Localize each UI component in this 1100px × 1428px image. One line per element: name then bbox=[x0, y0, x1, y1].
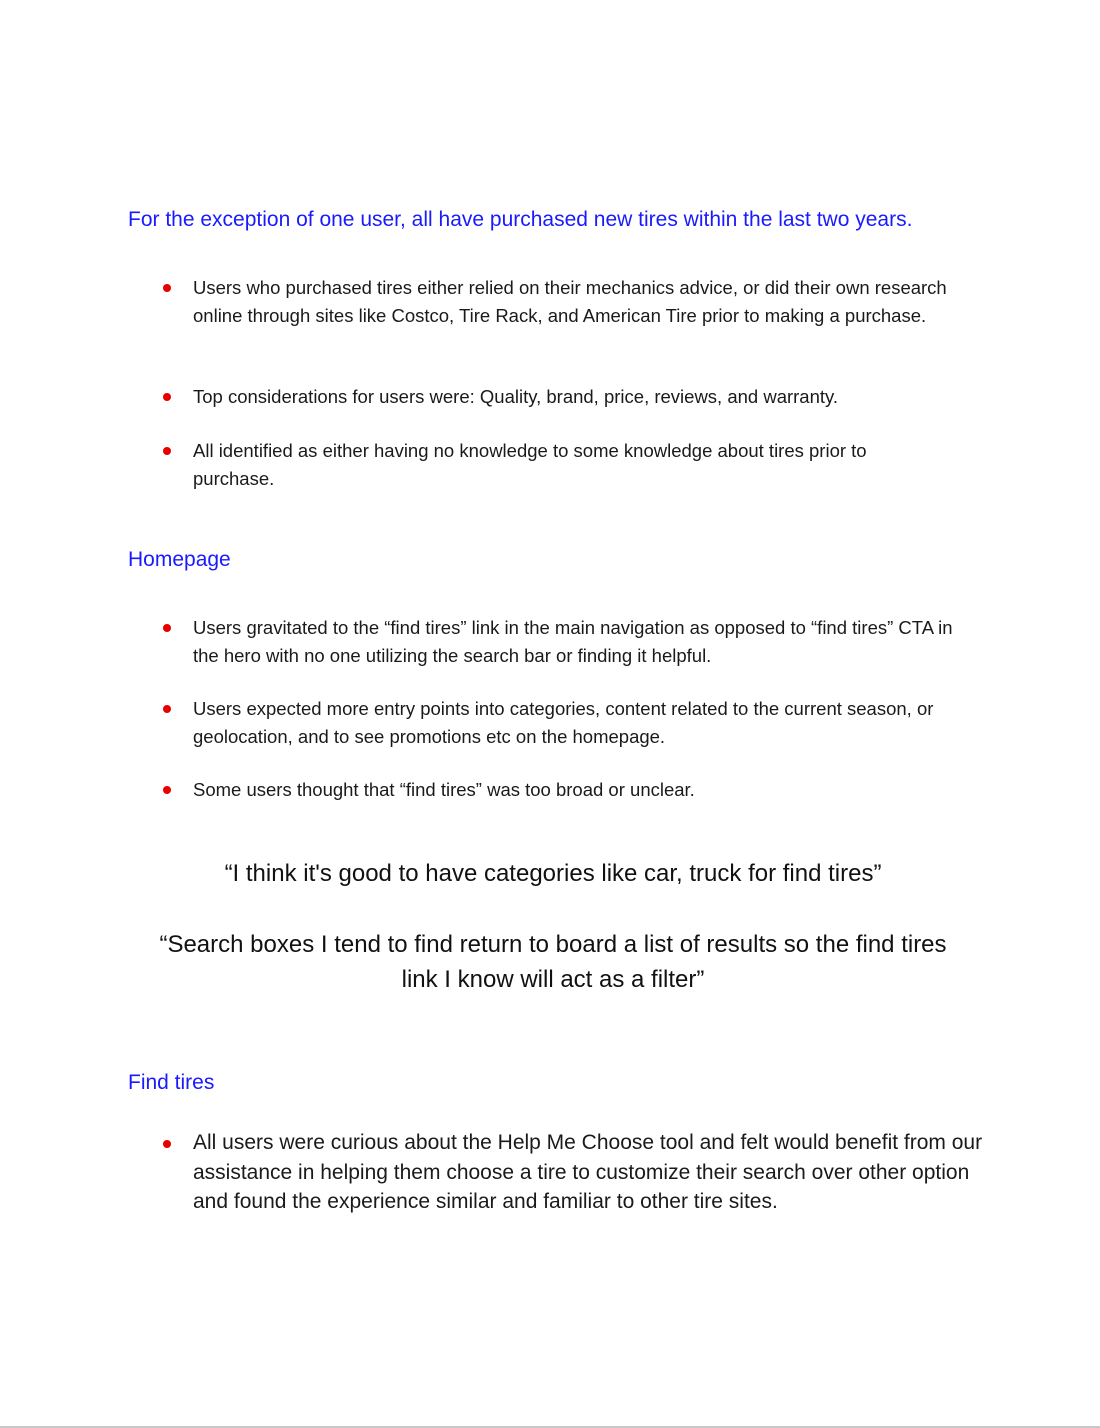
bullet-icon bbox=[163, 1140, 171, 1148]
bullet-icon bbox=[163, 705, 171, 713]
bullet-icon bbox=[163, 624, 171, 632]
bullet-icon bbox=[163, 284, 171, 292]
list-item-text: Users gravitated to the “find tires” link in the main navigation as opposed to “find tires” CTA in the hero with no one utilizing the search bar or finding it helpful. bbox=[193, 617, 953, 666]
list-item-text: Users who purchased tires either relied on their mechanics advice, or did their own research online through sites like Costco, Tire Rack, and American Tire prior to making a purchase. bbox=[193, 277, 947, 326]
homepage-heading: Homepage bbox=[128, 548, 231, 571]
intro-heading: For the exception of one user, all have purchased new tires within the last two years. bbox=[128, 208, 913, 231]
bullet-icon bbox=[163, 393, 171, 401]
bullet-icon bbox=[163, 447, 171, 455]
find-tires-heading: Find tires bbox=[128, 1071, 215, 1094]
quote: “I think it's good to have categories like car, truck for find tires” bbox=[224, 860, 882, 887]
quote: “Search boxes I tend to find return to board a list of results so the find tires link I know will act as a filter” bbox=[159, 931, 947, 993]
list-item-text: Users expected more entry points into categories, content related to the current season, or geolocation, and to see promotions etc on the homepage. bbox=[193, 698, 934, 747]
bullet-icon bbox=[163, 786, 171, 794]
list-item-text: All identified as either having no knowledge to some knowledge about tires prior to purchase. bbox=[193, 440, 867, 489]
list-item-text: Some users thought that “find tires” was too broad or unclear. bbox=[193, 779, 695, 800]
list-item-text: Top considerations for users were: Quality, brand, price, reviews, and warranty. bbox=[193, 386, 839, 407]
list-item-text: All users were curious about the Help Me Choose tool and felt would benefit from our assistance in helping them choose a tire to customize their search over other option and found the experience similar and familiar to other tire sites. bbox=[193, 1131, 983, 1213]
